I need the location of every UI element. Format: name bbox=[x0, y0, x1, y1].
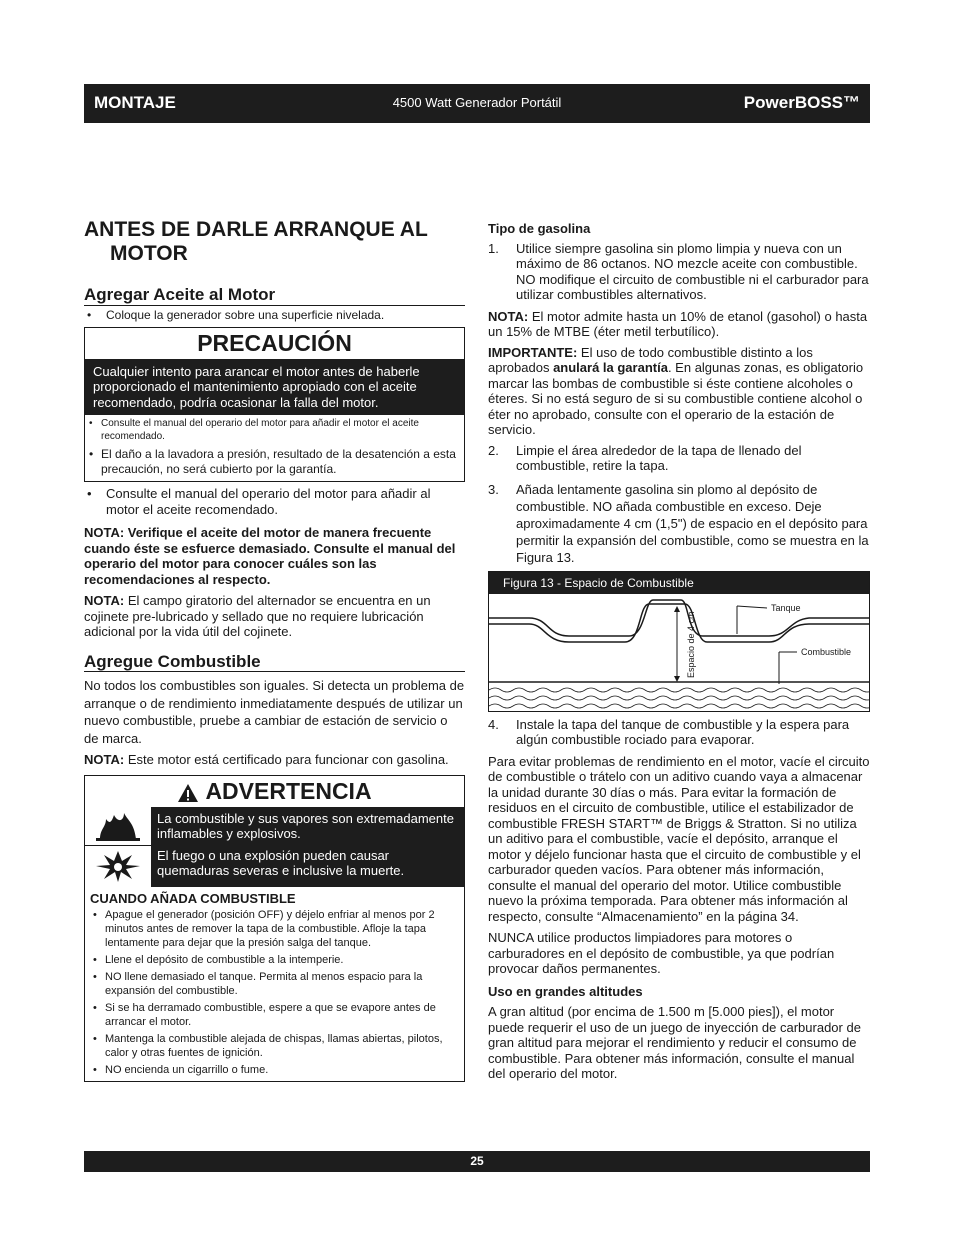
tank-label: Tanque bbox=[771, 602, 801, 613]
note-ethanol: NOTA: El motor admite hasta un 10% de etanol (gasohol) o hasta un 15% de MTBE (éter metil terbutílico). bbox=[488, 308, 868, 339]
caution-bullets bbox=[85, 415, 464, 481]
warning-subheading: CUANDO AÑADA COMBUSTIBLE bbox=[90, 890, 296, 906]
fire-icon bbox=[85, 807, 151, 846]
note-alternator: NOTA: El campo giratorio del alternador se encuentra en un cojinete pre-lubricado y sellado que no requiere lubricación adicional por la vida útil del cojinete. bbox=[84, 593, 431, 639]
warning-box bbox=[84, 775, 465, 1083]
caution-box bbox=[84, 327, 465, 483]
fuel-label: Combustible bbox=[801, 646, 852, 657]
space-label: Espacio de 4 cm bbox=[686, 610, 696, 678]
important-note: IMPORTANTE: El uso de todo combustible distinto a los aprobados anulará la garantía. En algunas zonas, es obligatorio marcar las bombas de combustible si éste contiene alcoholes o éteres. Si no está seguro de si su combustible contiene alcohol o éter no aprobado, consulte con el operario de la estación de servicio. bbox=[488, 344, 864, 437]
warning-bullet: • Apague el generador (posición OFF) y déjelo enfriar al menos por 2 minutos antes de remover la tapa de la combustible. Afloje la tapa lentamente para dejar que la presión salga del tanque. bbox=[89, 908, 460, 950]
warning-bullets bbox=[89, 908, 460, 1077]
step-2: 2. Limpie el área alrededor de la tapa de llenado del combustible, retire la tapa. bbox=[488, 442, 802, 473]
oil-heading: Agregar Aceite al Motor bbox=[84, 287, 465, 306]
oil-bullet: • Coloque la generador sobre una superficie nivelada. bbox=[84, 308, 465, 322]
brand-name: PowerBOSS™ bbox=[743, 93, 860, 112]
right-column bbox=[488, 221, 870, 1082]
main-heading: ANTES DE DARLE ARRANQUE AL MOTOR bbox=[84, 218, 428, 265]
warning-text-1: La combustible y sus vapores son extremadamente inflamables y explosivos. bbox=[151, 807, 464, 846]
fuel-paragraph: No todos los combustibles son iguales. Si detecta un problema de arranque o de rendimiento inmediatamente después de utilizar un nuevo combustible, pruebe a cambiar de estación de servicio o de marca. bbox=[84, 678, 465, 746]
caution-text: Cualquier intento para arancar el motor antes de haberle proporcionado el mantenimiento apropiado con el aceite recomendado, podría ocasionar la falla del motor. bbox=[85, 359, 464, 416]
page-header bbox=[84, 84, 870, 123]
cleaner-warning-paragraph: NUNCA utilice productos limpiadores para motores o carburadores en el depósito de combustible, ya que podrían provocar daños permanentes. bbox=[488, 930, 835, 976]
altitude-heading: Uso en grandes altitudes bbox=[488, 983, 643, 999]
step-4: 4. Instale la tapa del tanque de combustible y la espera para algún combustible rociado para evaporar. bbox=[488, 716, 850, 747]
altitude-paragraph: A gran altitud (por encima de 1.500 m [5.000 pies]), el motor puede requerir el uso de un juego de inyección de carburador de gran altitud para mejorar el rendimiento y reducir el consumo de combustible. Para obtener más información, consulte el manual del operario del motor. bbox=[488, 1004, 861, 1081]
warning-title: ADVERTENCIA bbox=[205, 777, 372, 804]
section-title: MONTAJE bbox=[94, 93, 176, 112]
explosion-icon bbox=[85, 846, 151, 887]
figure-fuel-space bbox=[488, 571, 870, 712]
page-number: 25 bbox=[84, 1151, 870, 1172]
note-oil-check: NOTA: Verifique el aceite del motor de manera frecuente cuando éste se esfuerce demasiado. Consulte el manual del operario del motor para conocer cuáles son las recomendaciones al respecto. bbox=[84, 525, 456, 587]
warning-bullet: • NO llene demasiado el tanque. Permita al menos espacio para la expansión del combustible. bbox=[89, 970, 460, 998]
fuel-heading: Agregue Combustible bbox=[84, 654, 465, 673]
caution-bullet: • El daño a la lavadora a presión, resultado de la desatención a esta precaución, no será cubierto por la garantía. bbox=[85, 447, 460, 477]
storage-paragraph: Para evitar problemas de rendimiento en el motor, vacíe el circuito de combustible o trátelo con un aditivo cuando vaya a almacenar la unidad durante 30 días o más. Para evitar la formación de residuos en el circuito de combustible, utilice el estabilizador de combustible FRESH START™ de Briggs & Stratton. Si no utiliza un aditivo para el combustible, vacíe el depósito, arranque el motor y déjelo funcionar hasta que el circuito de combustible y el carburador queden vacíos. Para obtener más información, consulte el manual del operario del motor. Utilice combustible nuevo la próxima temporada. Para obtener más información al respecto, consulte “Almacenamiento” en la página 34. bbox=[488, 753, 870, 924]
warning-title-row bbox=[85, 776, 464, 807]
warning-triangle-icon bbox=[177, 780, 199, 811]
warning-details bbox=[85, 887, 464, 1082]
gasoline-type-heading: Tipo de gasolina bbox=[488, 221, 591, 236]
warning-bullet: • NO encienda un cigarrillo o fume. bbox=[89, 1063, 460, 1077]
fuel-tank-diagram bbox=[489, 594, 869, 710]
oil-bullet-2: • Consulte el manual del operario del motor para añadir al motor el aceite recomendado. bbox=[84, 486, 465, 517]
warning-bullet: • Llene el depósito de combustible a la intemperie. bbox=[89, 953, 460, 967]
left-column bbox=[84, 218, 465, 1082]
warning-row-explosion bbox=[85, 846, 464, 887]
figure-caption: Figura 13 - Espacio de Combustible bbox=[489, 572, 869, 594]
note-gasoline: NOTA: Este motor está certificado para funcionar con gasolina. bbox=[84, 752, 449, 767]
document-title: 4500 Watt Generador Portátil bbox=[392, 95, 562, 110]
warning-bullet: • Si se ha derramado combustible, espere a que se evapore antes de arrancar el motor. bbox=[89, 1001, 460, 1029]
warning-text-2: El fuego o una explosión pueden causar quemaduras severas e inclusive la muerte. bbox=[151, 846, 464, 887]
caution-bullet: • Consulte el manual del operario del motor para añadir el motor el aceite recomendado. bbox=[85, 417, 460, 443]
step-1: 1. Utilice siempre gasolina sin plomo limpia y nueva con un máximo de 86 octanos. NO mezcle aceite con combustible. NO modifique el circuito de combustible ni el carburador para utilizar combustibles alternativos. bbox=[488, 240, 869, 302]
step-3: 3. Añada lentamente gasolina sin plomo al depósito de combustible. NO añada combustible en exceso. Deje aproximadamente 4 cm (1,5") de espacio en el depósito para permitir la expansión del combustible, como se muestra en la Figura 13. bbox=[488, 481, 869, 565]
warning-bullet: • Mantenga la combustible alejada de chispas, llamas abiertas, pilotos, calor y otras fuentes de ignición. bbox=[89, 1032, 460, 1060]
caution-title: PRECAUCIÓN bbox=[197, 329, 352, 356]
warning-row-fire bbox=[85, 807, 464, 846]
